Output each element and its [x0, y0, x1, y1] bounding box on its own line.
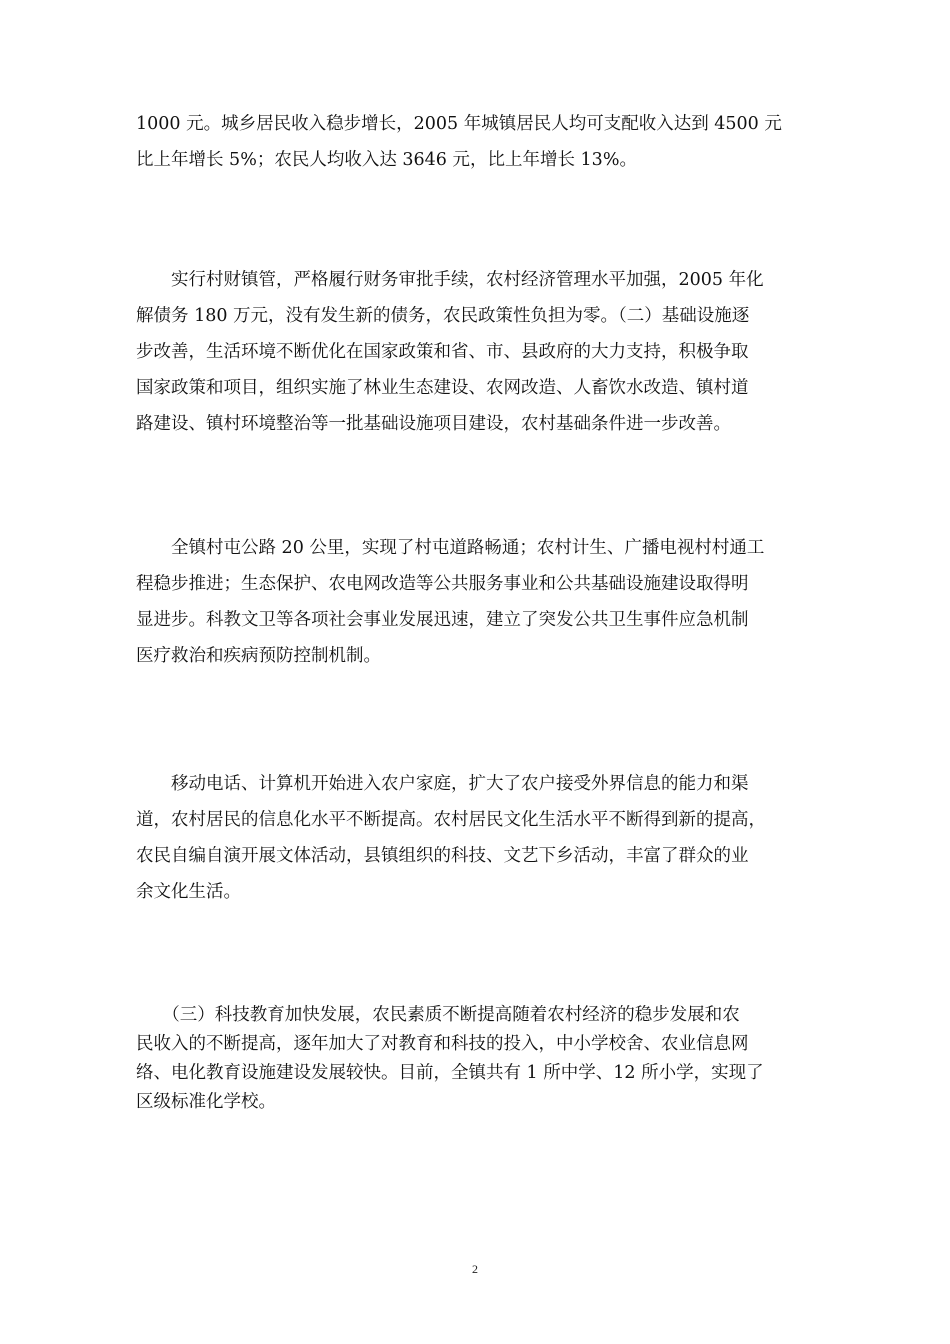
text-line: 移动电话、计算机开始进入农户家庭，扩大了农户接受外界信息的能力和渠: [136, 774, 749, 794]
text-line: 络、电化教育设施建设发展较快。目前，全镇共有 1 所中学、12 所小学，实现了: [136, 1063, 764, 1083]
text-line: 1000 元。城乡居民收入稳步增长，2005 年城镇居民人均可支配收入达到 4500 元: [136, 114, 782, 134]
text-line: 比上年增长 5%；农民人均收入达 3646 元，比上年增长 13%。: [136, 150, 637, 170]
text-line: 区级标准化学校。: [136, 1092, 276, 1112]
page-number: 2: [472, 1262, 478, 1276]
text-line: （三）科技教育加快发展，农民素质不断提高随着农村经济的稳步发展和农: [136, 1005, 740, 1025]
text-line: 显进步。科教文卫等各项社会事业发展迅速，建立了突发公共卫生事件应急机制: [136, 610, 749, 630]
text-line: 全镇村屯公路 20 公里，实现了村屯道路畅通；农村计生、广播电视村村通工: [136, 538, 765, 558]
text-line: 步改善，生活环境不断优化在国家政策和省、市、县政府的大力支持，积极争取: [136, 342, 749, 362]
text-line: 医疗救治和疾病预防控制机制。: [136, 646, 381, 666]
paragraph-income: [136, 106, 818, 178]
text-line: 农民自编自演开展文体活动，县镇组织的科技、文艺下乡活动，丰富了群众的业: [136, 846, 749, 866]
text-line: 程稳步推进；生态保护、农电网改造等公共服务事业和公共基础设施建设取得明: [136, 574, 749, 594]
paragraph-roads-services: [136, 530, 818, 674]
paragraph-finance-infrastructure: [136, 262, 818, 442]
text-line: 实行村财镇管，严格履行财务审批手续，农村经济管理水平加强，2005 年化: [136, 270, 764, 290]
text-line: 路建设、镇村环境整治等一批基础设施项目建设，农村基础条件进一步改善。: [136, 414, 731, 434]
text-line: 民收入的不断提高，逐年加大了对教育和科技的投入，中小学校舍、农业信息网: [136, 1034, 749, 1054]
text-line: 余文化生活。: [136, 882, 241, 902]
paragraph-education: [136, 1001, 818, 1117]
text-line: 解债务 180 万元，没有发生新的债务，农民政策性负担为零。（二）基础设施逐: [136, 306, 750, 326]
text-line: 道，农村居民的信息化水平不断提高。农村居民文化生活水平不断得到新的提高，: [136, 810, 766, 830]
text-line: 国家政策和项目，组织实施了林业生态建设、农网改造、人畜饮水改造、镇村道: [136, 378, 749, 398]
paragraph-information-culture: [136, 766, 818, 910]
